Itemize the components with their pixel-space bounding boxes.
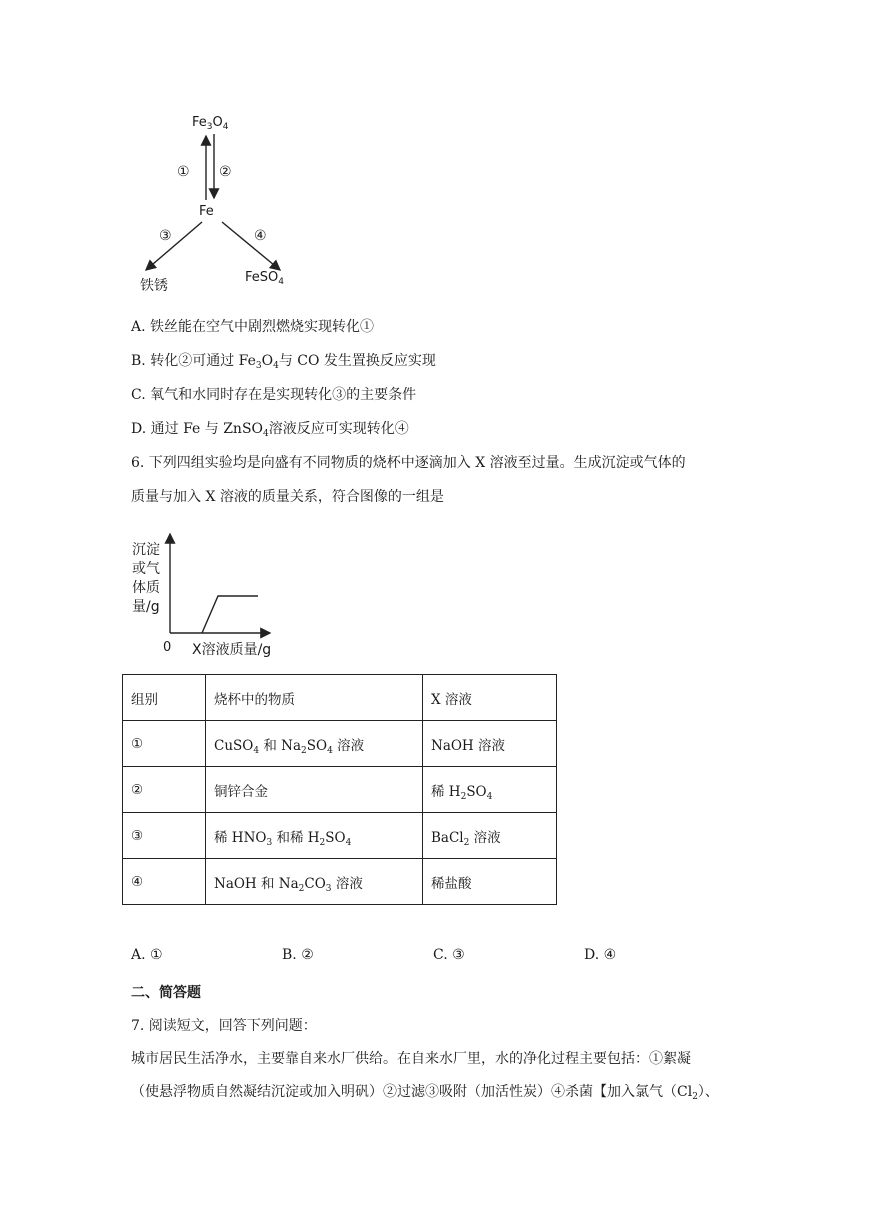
- graph-ylabel: [132, 541, 162, 617]
- table-row: [123, 859, 557, 905]
- q6-option-d: D. ④: [584, 947, 617, 963]
- q6-option-b: B. ②: [282, 947, 314, 963]
- feso4-label: FeSO$_4$: [245, 270, 284, 287]
- q6-option-a: A. ①: [131, 947, 163, 963]
- label-4: ④: [254, 228, 267, 244]
- ylabel-line: 量/g: [132, 599, 160, 615]
- table-row: [123, 767, 557, 813]
- q7-text-line3: （使悬浮物质自然凝结沉淀或加入明矾）②过滤③吸附（加活性炭）④杀菌【加入氯气$(Cl_2)$、: [131, 1084, 719, 1102]
- experiment-table: [122, 674, 557, 905]
- cell-group: ②: [123, 767, 206, 813]
- label-2: ②: [219, 164, 232, 180]
- q6-text-line2: 质量与加入 X 溶液的质量关系，符合图像的一组是: [131, 489, 444, 505]
- cell-group: ①: [123, 721, 206, 767]
- cell-substance: CuSO$_4$ 和 $Na_2SO_4$ 溶液: [206, 721, 423, 767]
- q6-text-line1: 6. 下列四组实验均是向盛有不同物质的烧杯中逐滴加入 X 溶液至过量。生成沉淀或气体的: [131, 455, 686, 471]
- header-group: 组别: [123, 675, 206, 721]
- cell-substance: 铜锌合金: [206, 767, 423, 813]
- fe-label: Fe: [199, 204, 214, 219]
- header-substance: 烧杯中的物质: [206, 675, 423, 721]
- ylabel-line: 体质: [132, 580, 160, 596]
- q6-option-c: C. ③: [433, 947, 465, 963]
- table-header-row: [123, 675, 557, 721]
- cell-x-solution: NaOH 溶液: [423, 721, 557, 767]
- arrow-4: [222, 222, 280, 270]
- q7-text-line1: 7. 阅读短文，回答下列问题：: [131, 1018, 317, 1034]
- cell-substance: NaOH 和 $Na_2CO_3$ 溶液: [206, 859, 423, 905]
- graph-curve: [202, 596, 258, 633]
- q5-option-b: B. 转化②可通过 $Fe_3O_4$与 CO 发生置换反应实现: [131, 353, 436, 371]
- header-x-solution: X 溶液: [423, 675, 557, 721]
- fe3o4-label: $Fe_3O_4$: [192, 115, 229, 132]
- section-heading: 二、简答题: [131, 985, 201, 1001]
- cell-x-solution: BaCl$_2$ 溶液: [423, 813, 557, 859]
- q5-option-c: C. 氧气和水同时存在是实现转化③的主要条件: [131, 387, 417, 403]
- table-row: [123, 721, 557, 767]
- table-row: [123, 813, 557, 859]
- cell-group: ④: [123, 859, 206, 905]
- arrow-3: [146, 222, 202, 270]
- cell-group: ③: [123, 813, 206, 859]
- graph-origin: 0: [163, 640, 172, 655]
- q5-option-a: A. 铁丝能在空气中剧烈燃烧实现转化①: [131, 319, 375, 335]
- ylabel-line: 沉淀: [132, 542, 160, 558]
- graph-xlabel: X溶液质量/g: [192, 642, 272, 658]
- ylabel-line: 或气: [132, 561, 160, 577]
- label-1: ①: [177, 164, 190, 180]
- q7-text-line2: 城市居民生活净水，主要靠自来水厂供给。在自来水厂里，水的净化过程主要包括：①絮凝: [131, 1051, 691, 1067]
- q5-option-d: D. 通过 Fe 与 ZnSO$_4$溶液反应可实现转化④: [131, 421, 409, 439]
- cell-substance: 稀 $HNO_3$ 和稀 $H_2SO_4$: [206, 813, 423, 859]
- cell-x-solution: 稀 $H_2SO_4$: [423, 767, 557, 813]
- label-3: ③: [159, 228, 172, 244]
- rust-label: 铁锈: [140, 278, 168, 294]
- cell-x-solution: 稀盐酸: [423, 859, 557, 905]
- graph-axes: [160, 528, 275, 640]
